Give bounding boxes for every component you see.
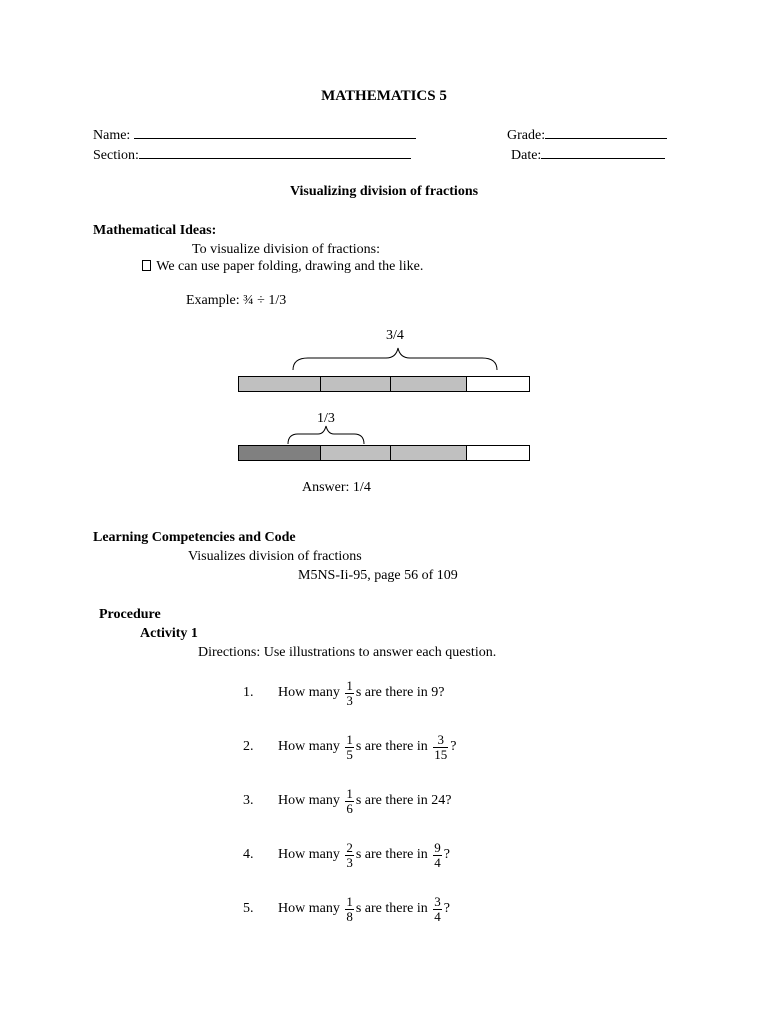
competencies-line1: Visualizes division of fractions: [188, 549, 362, 564]
bar1-segment-2: [321, 377, 391, 391]
question-prefix: How many: [278, 685, 344, 700]
fraction-denominator: 6: [346, 800, 353, 816]
grade-blank[interactable]: [545, 126, 667, 139]
page-title: MATHEMATICS 5: [321, 88, 447, 104]
fraction-denominator: 5: [346, 746, 353, 762]
fraction-denominator: 4: [434, 854, 441, 870]
bar1-segment-1: [239, 377, 321, 391]
fraction-numerator: 3: [433, 733, 448, 748]
section-field[interactable]: [93, 146, 411, 164]
question-number: 1.: [243, 685, 254, 700]
question-middle: s are there in: [355, 901, 432, 916]
fraction-numerator: 3: [434, 893, 441, 909]
fraction-numerator: 1: [346, 893, 353, 909]
question-number: 5.: [243, 901, 254, 916]
question-prefix: How many: [278, 901, 344, 916]
fraction-denominator: 4: [434, 908, 441, 924]
brace-three-quarters: [290, 344, 502, 372]
fraction-denominator: 3: [346, 854, 353, 870]
name-blank[interactable]: [134, 126, 416, 139]
question-number: 4.: [243, 847, 254, 862]
question-item: [243, 675, 444, 711]
question-prefix: How many: [278, 793, 344, 808]
fraction-numerator: 1: [346, 677, 353, 693]
bar2-segment-4: [467, 446, 529, 460]
bar2-segment-3: [391, 446, 467, 460]
question-middle: s are there in 24?: [355, 793, 452, 808]
fraction-numerator: 1: [346, 731, 353, 747]
question-total-fraction: [433, 733, 448, 762]
procedure-heading: Procedure: [99, 607, 161, 622]
question-unit-fraction: [345, 679, 354, 708]
label-three-quarters: 3/4: [386, 328, 404, 343]
competencies-heading: Learning Competencies and Code: [93, 530, 296, 545]
bar2-segment-2: [321, 446, 391, 460]
question-total-fraction: [433, 895, 442, 924]
label-one-third: 1/3: [317, 411, 335, 426]
fraction-denominator: 8: [346, 908, 353, 924]
question-end: ?: [443, 847, 450, 862]
question-prefix: How many: [278, 847, 344, 862]
date-label: Date:: [511, 148, 542, 163]
fraction-numerator: 2: [346, 839, 353, 855]
question-item: [243, 783, 451, 819]
competency-code: M5NS-Ii-95, page 56 of 109: [298, 568, 458, 583]
question-number: 2.: [243, 739, 254, 754]
question-unit-fraction: [345, 841, 354, 870]
question-number: 3.: [243, 793, 254, 808]
question-middle: s are there in 9?: [355, 685, 445, 700]
subtitle: Visualizing division of fractions: [289, 184, 479, 199]
question-item: [243, 891, 450, 927]
question-total-fraction: [433, 841, 442, 870]
brace-one-third: [286, 424, 366, 446]
question-unit-fraction: [345, 787, 354, 816]
section-label: Section:: [93, 148, 139, 163]
date-field[interactable]: [511, 146, 665, 164]
question-text: [278, 895, 450, 924]
question-end: ?: [443, 901, 450, 916]
question-item: [243, 729, 456, 765]
bar2-segment-1: [239, 446, 321, 460]
activity-heading: Activity 1: [140, 626, 198, 641]
fraction-numerator: 1: [346, 785, 353, 801]
question-prefix: How many: [278, 739, 344, 754]
bar-three-quarters: [238, 376, 530, 392]
fraction-denominator: 15: [434, 746, 448, 762]
name-field[interactable]: [93, 126, 416, 144]
example-text: Example: ¾ ÷ 1/3: [186, 293, 287, 308]
directions-text: Directions: Use illustrations to answer each question.: [198, 645, 497, 660]
question-middle: s are there in: [355, 847, 432, 862]
question-item: [243, 837, 450, 873]
question-text: [278, 679, 444, 708]
section-blank[interactable]: [139, 146, 411, 159]
question-text: [278, 733, 456, 762]
question-end: ?: [450, 739, 457, 754]
answer-text: Answer: 1/4: [302, 480, 371, 495]
date-blank[interactable]: [541, 146, 665, 159]
ideas-heading: Mathematical Ideas:: [93, 223, 217, 238]
fraction-denominator: 3: [346, 692, 353, 708]
bar1-segment-4: [467, 377, 529, 391]
name-label: Name:: [93, 128, 134, 143]
ideas-line2-text: We can use paper folding, drawing and the like.: [153, 259, 424, 274]
question-text: [278, 787, 451, 816]
bullet-icon: [142, 260, 151, 271]
bar-one-third: [238, 445, 530, 461]
ideas-line2: [142, 259, 423, 275]
question-middle: s are there in: [355, 739, 432, 754]
bar1-segment-3: [391, 377, 467, 391]
grade-label: Grade:: [507, 128, 546, 143]
ideas-line1: To visualize division of fractions:: [192, 242, 380, 257]
grade-field[interactable]: [507, 126, 667, 144]
question-text: [278, 841, 450, 870]
question-unit-fraction: [345, 895, 354, 924]
question-unit-fraction: [345, 733, 354, 762]
fraction-numerator: 9: [434, 839, 441, 855]
